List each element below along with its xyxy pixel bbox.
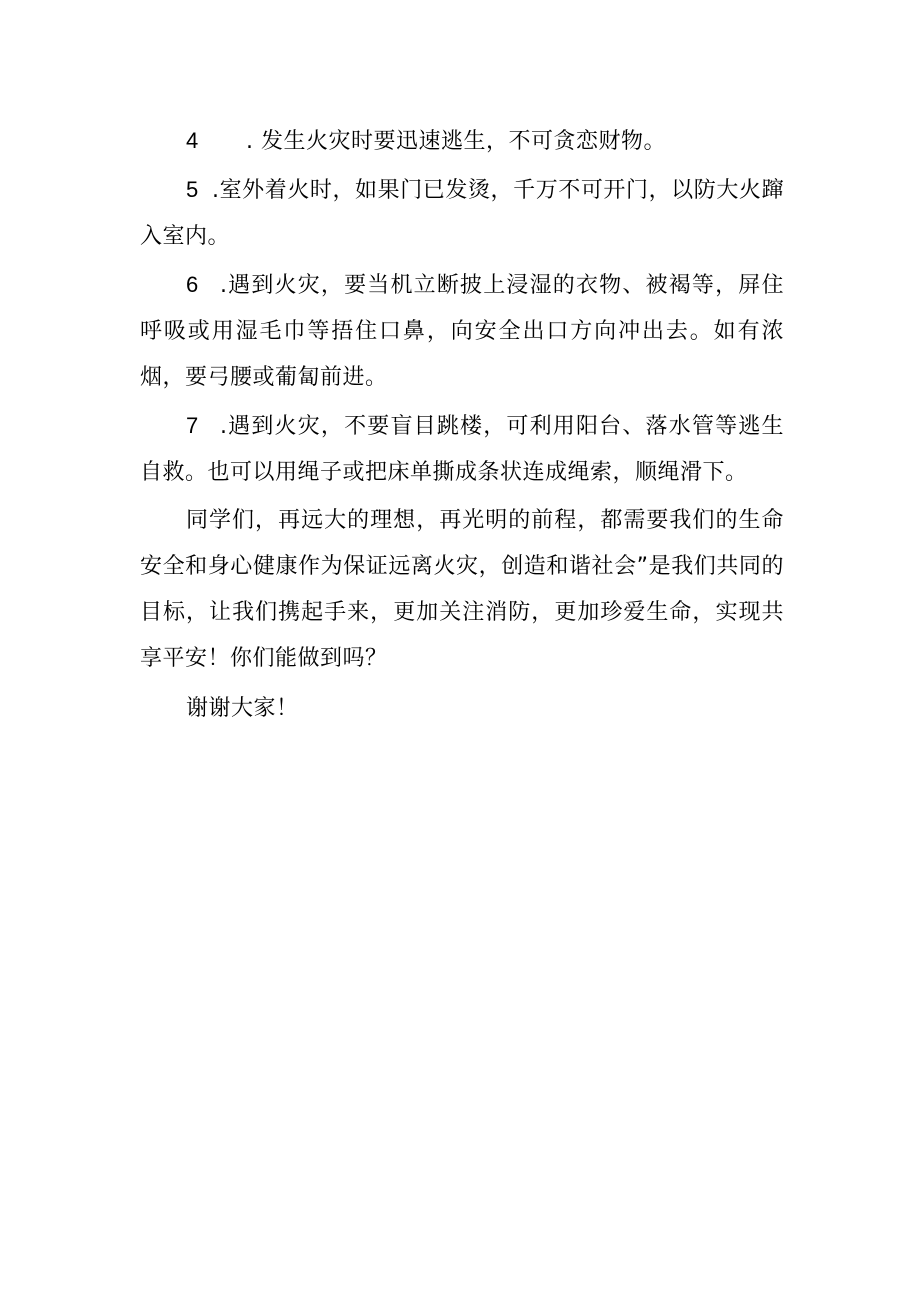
item-text: .室外着火时，如果门已发烫，千万不可开门，以防大火蹿入室内。: [140, 178, 784, 249]
list-item-4: [140, 118, 784, 165]
list-item-6: [140, 262, 784, 401]
list-item-7: [140, 403, 784, 496]
item-text: .遇到火灾，不要盲目跳楼，可利用阳台、落水管等逃生自救。也可以用绳子或把床单撕成条状连成绳索，顺绳滑下。: [140, 414, 784, 485]
closing-paragraph: 同学们，再远大的理想，再光明的前程，都需要我们的生命安全和身心健康作为保证远离火灾，创造和谐社会”是我们共同的目标，让我们携起手来，更加关注消防，更加珍爱生命，实现共享平安！你们能做到吗？: [140, 508, 784, 671]
document-body: [140, 118, 784, 732]
item-number: 7: [186, 413, 199, 438]
item-text: .遇到火灾，要当机立断披上浸湿的衣物、被褐等，屏住呼吸或用湿毛巾等捂住口鼻，向安全出口方向冲出去。如有浓烟，要弓腰或葡匐前进。: [140, 273, 784, 390]
item-text: . 发生火灾时要迅速逃生，不可贪恋财物。: [246, 129, 666, 154]
item-number: 5: [186, 177, 199, 202]
item-number: 4: [186, 128, 199, 153]
thanks-line: 谢谢大家！: [186, 696, 299, 721]
item-number: 6: [186, 272, 199, 297]
list-item-5: [140, 167, 784, 260]
